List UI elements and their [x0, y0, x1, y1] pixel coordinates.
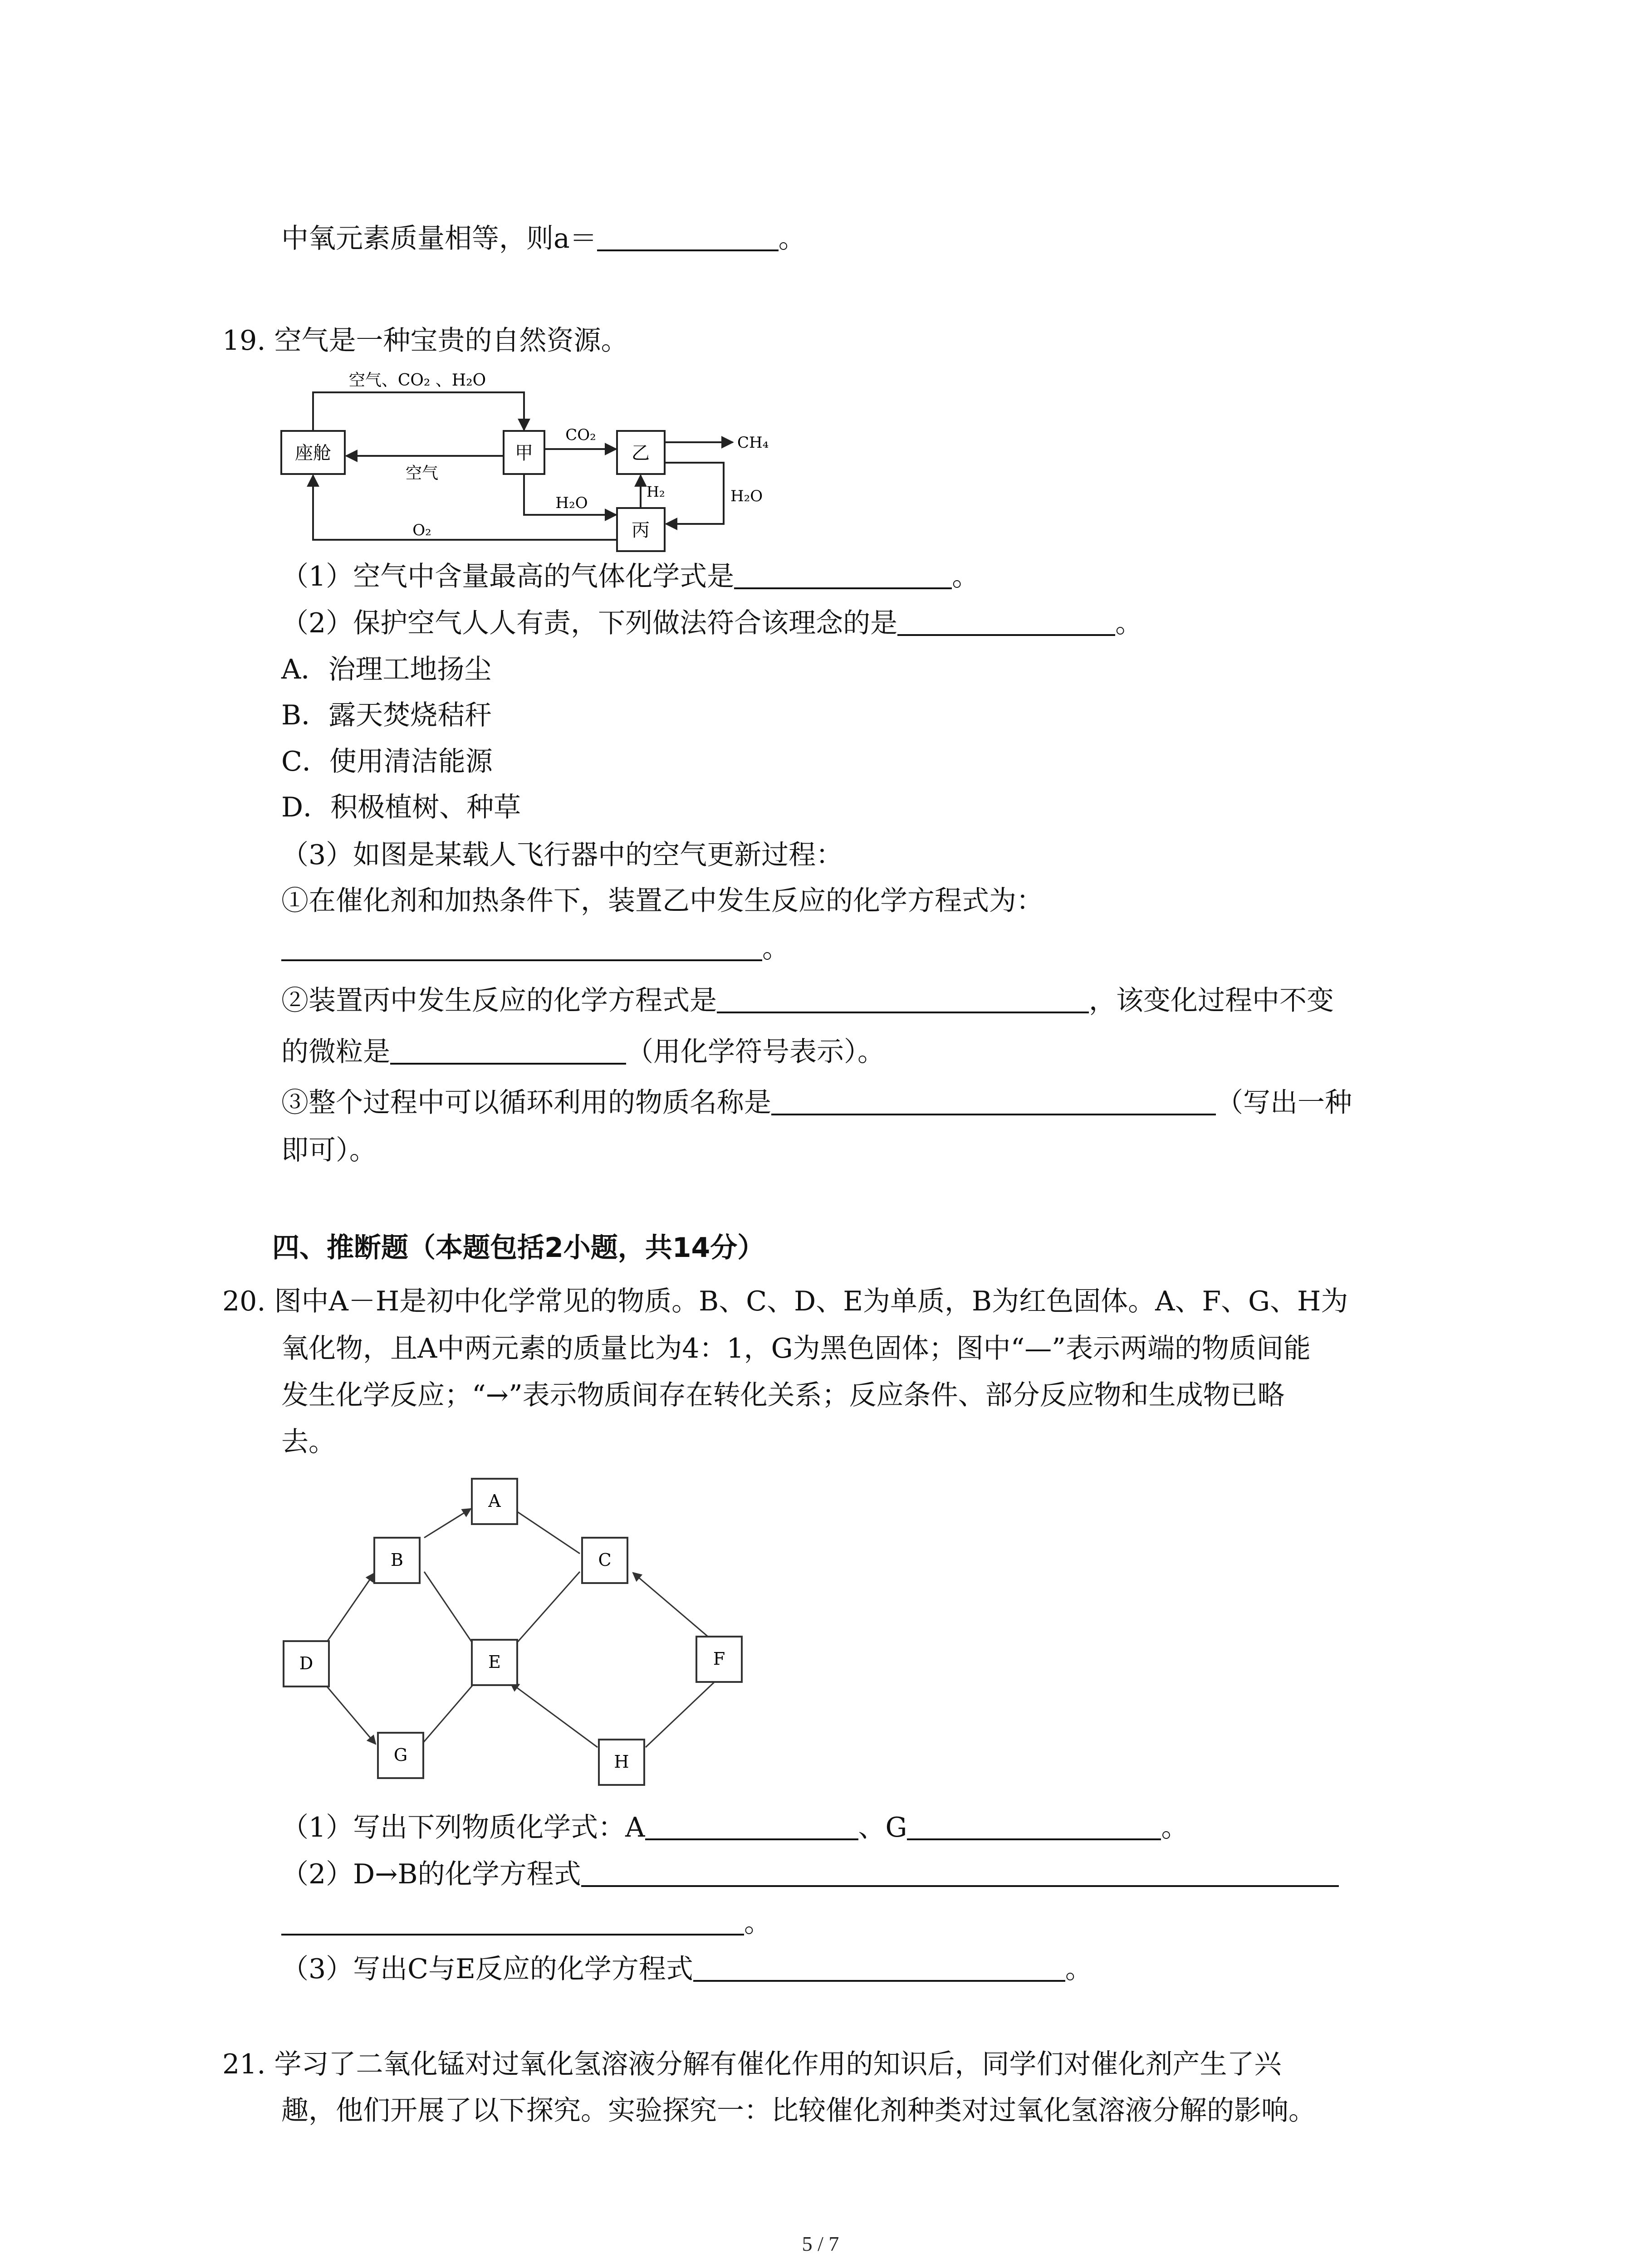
q19-p1-blank[interactable]	[734, 562, 952, 589]
arrow-yi-to-bing-h2o	[665, 463, 724, 524]
line-c-e	[513, 1572, 580, 1647]
q20-p2-line	[281, 1858, 1339, 1891]
q19-s2-line	[281, 984, 1334, 1017]
arrow-f-to-c	[633, 1573, 716, 1643]
q19-s3a: ③整个过程中可以循环利用的物质名称是	[281, 1087, 771, 1119]
q19-s2c: 的微粒是	[281, 1036, 390, 1068]
q18-answer-blank[interactable]	[597, 224, 779, 251]
q19-p1-end: 。	[952, 561, 980, 592]
label-h2o-right: H₂O	[730, 487, 763, 505]
q20-p3-line	[281, 1953, 1092, 1985]
jia-label: 甲	[515, 443, 533, 464]
q19-p1-line	[281, 560, 979, 593]
q20-p1a: （1）写出下列物质化学式：A	[281, 1812, 645, 1843]
yi-label: 乙	[632, 443, 650, 464]
label-air: 空气	[405, 464, 439, 483]
q19-s2-particle-blank[interactable]	[390, 1037, 626, 1065]
node-c-label: C	[598, 1550, 612, 1570]
line-b-e	[424, 1572, 475, 1647]
arrow-d-to-g	[323, 1682, 376, 1744]
q19-p2-blank[interactable]	[897, 609, 1115, 636]
cabin-label: 座舱	[295, 443, 331, 464]
node-b-label: B	[391, 1550, 403, 1570]
q19-s1-blank[interactable]	[281, 934, 762, 961]
arrow-cabin-to-jia	[313, 392, 524, 431]
q19-s3-line	[281, 1086, 1352, 1119]
node-e-label: E	[488, 1652, 501, 1672]
page-number: 5 / 7	[802, 2232, 839, 2255]
q18-tail-end: 。	[778, 223, 806, 254]
q20-p2: （2）D→B的化学方程式	[281, 1858, 581, 1890]
q19-option-b[interactable]: B．露天焚烧秸秆	[281, 699, 492, 731]
q19-s2a: ②装置丙中发生反应的化学方程式是	[281, 985, 717, 1017]
node-g-label: G	[393, 1745, 408, 1765]
q18-tail-line	[281, 222, 806, 255]
label-top-air: 空气、CO₂ 、H₂O	[348, 371, 486, 390]
q20-a-blank[interactable]	[645, 1813, 858, 1840]
inference-diagram	[272, 1465, 749, 1810]
q19-p2-line	[281, 607, 1142, 640]
q20-p1c: 。	[1161, 1812, 1189, 1843]
q19-p3: （3）如图是某载人飞行器中的空气更新过程：	[281, 839, 843, 871]
q19-s2b: ，该变化过程中不变	[1089, 985, 1334, 1017]
q19-s1: ①在催化剂和加热条件下，装置乙中发生反应的化学方程式为：	[281, 885, 1043, 917]
q20-stem-line-4: 去。	[281, 1426, 336, 1458]
q20-p2-end: 。	[744, 1907, 771, 1939]
q19-option-c[interactable]: C．使用清洁能源	[281, 746, 493, 777]
q19-s2-cont-line	[281, 1036, 885, 1068]
q19-stem: 19. 空气是一种宝贵的自然资源。	[222, 325, 628, 357]
q21-line-2: 趣，他们开展了以下探究。实验探究一：比较催化剂种类对过氧化氢溶液分解的影响。	[281, 2095, 1316, 2126]
node-h-label: H	[614, 1752, 629, 1772]
label-h2: H₂	[647, 483, 665, 500]
q21-line-1: 21. 学习了二氧化锰对过氧化氢溶液分解有催化作用的知识后，同学们对催化剂产生了兴	[222, 2048, 1282, 2080]
q19-p2-text: （2）保护空气人人有责，下列做法符合该理念的是	[281, 607, 898, 639]
q19-s1-answer-line	[281, 932, 789, 965]
label-o2: O₂	[412, 521, 431, 539]
arrow-d-to-b	[323, 1573, 374, 1647]
label-h2o-jia: H₂O	[555, 494, 588, 512]
q19-s3-blank[interactable]	[771, 1088, 1216, 1115]
q19-s2-blank[interactable]	[717, 986, 1089, 1013]
air-renewal-diagram	[272, 358, 794, 558]
q20-p2-blank-2[interactable]	[281, 1908, 744, 1936]
q19-s3c: 即可）。	[281, 1134, 377, 1166]
label-ch4: CH₄	[737, 434, 769, 452]
q20-p2-blank[interactable]	[581, 1860, 1339, 1887]
line-a-c	[513, 1509, 580, 1554]
q20-p1-line	[281, 1811, 1188, 1844]
q20-g-blank[interactable]	[907, 1813, 1161, 1840]
arrow-b-to-a	[424, 1509, 471, 1538]
q19-s1-end: 。	[762, 933, 789, 964]
node-d-label: D	[299, 1653, 314, 1673]
bing-label: 丙	[632, 520, 650, 541]
q19-s2d: （用化学符号表示）。	[626, 1036, 885, 1068]
q20-p3-end: 。	[1065, 1953, 1092, 1985]
q19-p2-end: 。	[1115, 607, 1143, 639]
line-h-f	[646, 1681, 716, 1747]
section-heading: 四、推断题（本题包括2小题，共14分）	[272, 1232, 765, 1264]
q19-p1-text: （1）空气中含量最高的气体化学式是	[281, 561, 735, 592]
q20-stem-line-2: 氧化物，且A中两元素的质量比为4：1，G为黑色固体；图中“—”表示两端的物质间能	[281, 1333, 1311, 1364]
q19-s3b: （写出一种	[1216, 1087, 1352, 1119]
node-a-label: A	[488, 1491, 501, 1511]
q20-p1b: 、G	[858, 1812, 907, 1843]
arrow-h-to-e	[510, 1683, 598, 1747]
q19-option-d[interactable]: D．积极植树、种草	[281, 792, 521, 823]
q20-p3: （3）写出C与E反应的化学方程式	[281, 1953, 693, 1985]
node-f-label: F	[713, 1649, 725, 1669]
q20-stem-line-1: 20. 图中A－H是初中化学常见的物质。B、C、D、E为单质，B为红色固体。A、F、G、H为	[222, 1286, 1348, 1317]
q19-option-a[interactable]: A．治理工地扬尘	[281, 654, 492, 685]
line-e-g	[422, 1682, 475, 1744]
q20-stem-line-3: 发生化学反应；“→”表示物质间存在转化关系；反应条件、部分反应物和生成物已略	[281, 1379, 1285, 1411]
q20-p3-blank[interactable]	[693, 1955, 1065, 1982]
label-co2: CO₂	[565, 426, 596, 444]
q18-tail-text: 中氧元素质量相等，则a＝	[281, 223, 597, 254]
q20-p2-cont-line	[281, 1906, 771, 1939]
